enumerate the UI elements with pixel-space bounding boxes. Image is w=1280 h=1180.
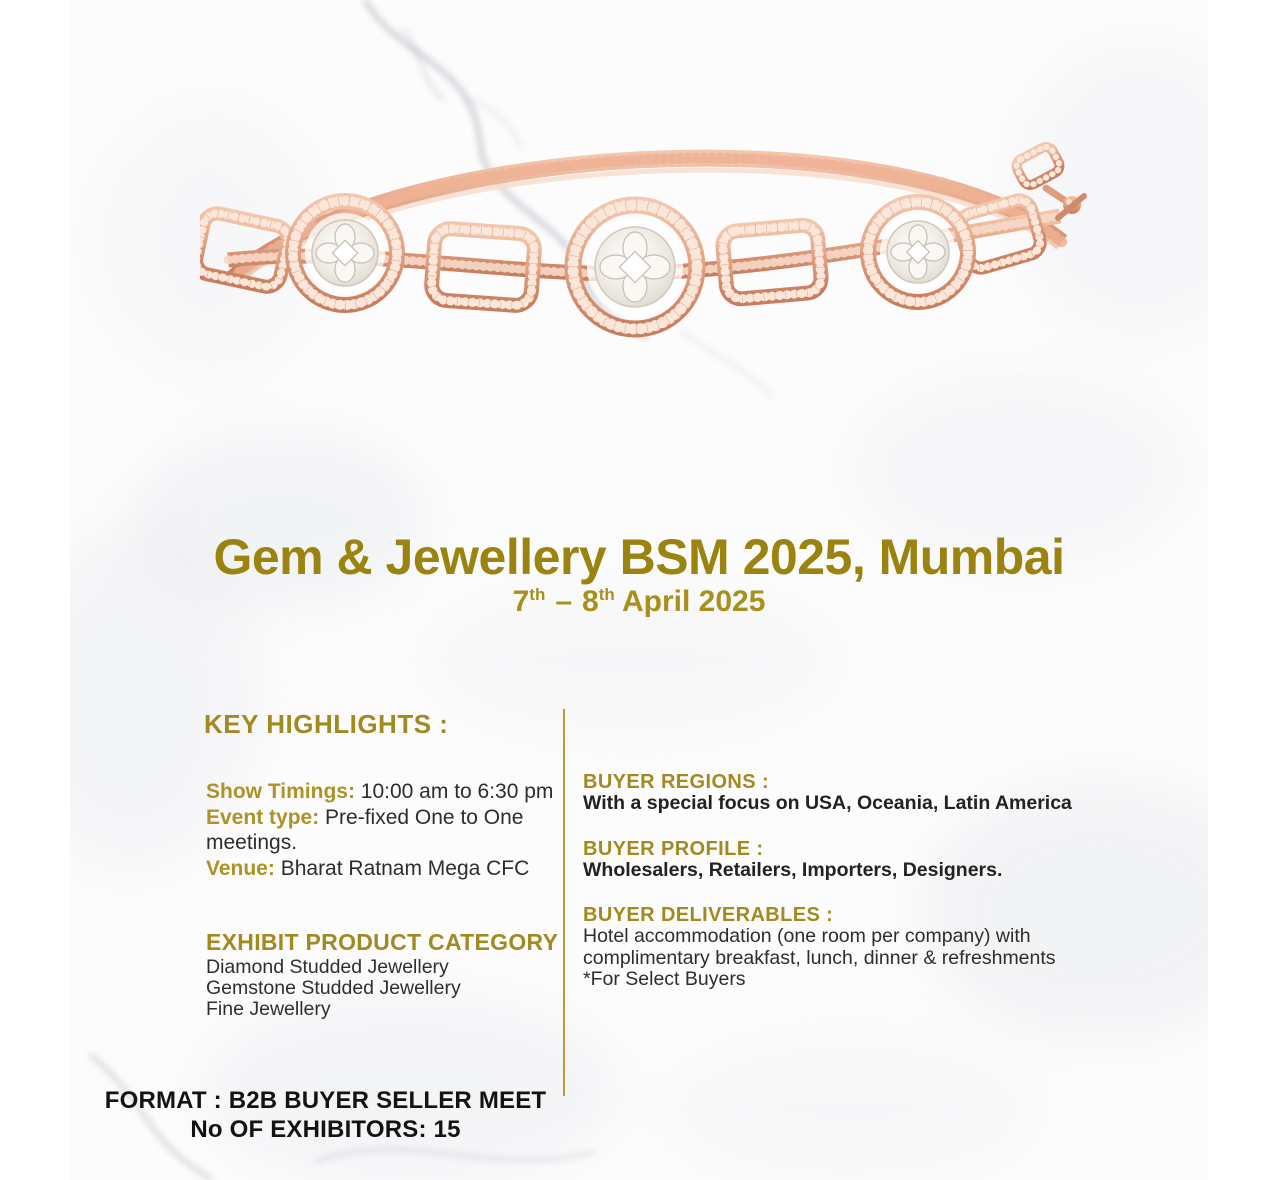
buyer-deliverables-heading: BUYER DELIVERABLES : <box>583 904 834 926</box>
buyer-regions-heading: BUYER REGIONS : <box>583 771 770 793</box>
date-from-day: 7 <box>512 585 530 618</box>
show-timings-label: Show Timings: <box>206 780 355 803</box>
buyer-deliverables-text: Hotel accommodation (one room per company) with complimentary breakfast, lunch, dinner & refreshments <box>583 925 1056 969</box>
exhibit-item: Diamond Studded Jewellery <box>206 956 449 978</box>
diamond-cluster-right <box>868 202 968 302</box>
show-timings-value: 10:00 am to 6:30 pm <box>360 780 554 803</box>
exhibit-item: Gemstone Studded Jewellery <box>206 976 461 999</box>
event-type-value: Pre-fixed One to One meetings. <box>206 805 524 854</box>
footer-format-block <box>88 1086 563 1144</box>
rose-gold-diamond-bangle-photo <box>200 110 1110 400</box>
section-divider <box>563 709 565 1096</box>
show-timings-row <box>206 779 574 805</box>
event-title: Gem & Jewellery BSM 2025, Mumbai <box>213 529 1065 585</box>
exhibit-category-list <box>206 957 461 1019</box>
date-to-day: 8 <box>582 585 599 618</box>
buyer-regions-section <box>583 772 1128 815</box>
buyer-info-column <box>583 772 1128 1015</box>
venue-value: Bharat Ratnam Mega CFC <box>280 856 530 880</box>
date-month-year: April 2025 <box>621 585 766 618</box>
date-separator: – <box>555 585 573 618</box>
diamond-cluster-center <box>573 205 697 329</box>
buyer-regions-text: With a special focus on USA, Oceania, Latin America <box>583 792 1072 814</box>
buyer-profile-section <box>583 839 1128 882</box>
event-type-label: Event type: <box>206 805 320 829</box>
buyer-profile-heading: BUYER PROFILE : <box>583 837 764 860</box>
event-type-row <box>206 805 574 856</box>
exhibitors-line: No OF EXHIBITORS: 15 <box>190 1116 461 1143</box>
buyer-profile-text: Wholesalers, Retailers, Importers, Designers. <box>583 858 1003 881</box>
format-line: FORMAT : B2B BUYER SELLER MEET <box>104 1087 547 1114</box>
key-highlights-heading: KEY HIGHLIGHTS : <box>204 709 449 739</box>
key-highlights-list <box>206 779 574 881</box>
buyer-deliverables-note: *For Select Buyers <box>583 968 746 990</box>
diamond-cluster-left <box>293 201 397 305</box>
venue-label: Venue: <box>206 856 275 880</box>
date-from-ordinal: th <box>529 585 546 604</box>
event-date <box>70 585 1208 619</box>
exhibit-item: Fine Jewellery <box>206 997 331 1020</box>
venue-row <box>206 856 574 882</box>
exhibit-category-heading: EXHIBIT PRODUCT CATEGORY <box>206 929 559 955</box>
date-to-ordinal: th <box>598 585 615 604</box>
buyer-deliverables-section <box>583 905 1128 991</box>
